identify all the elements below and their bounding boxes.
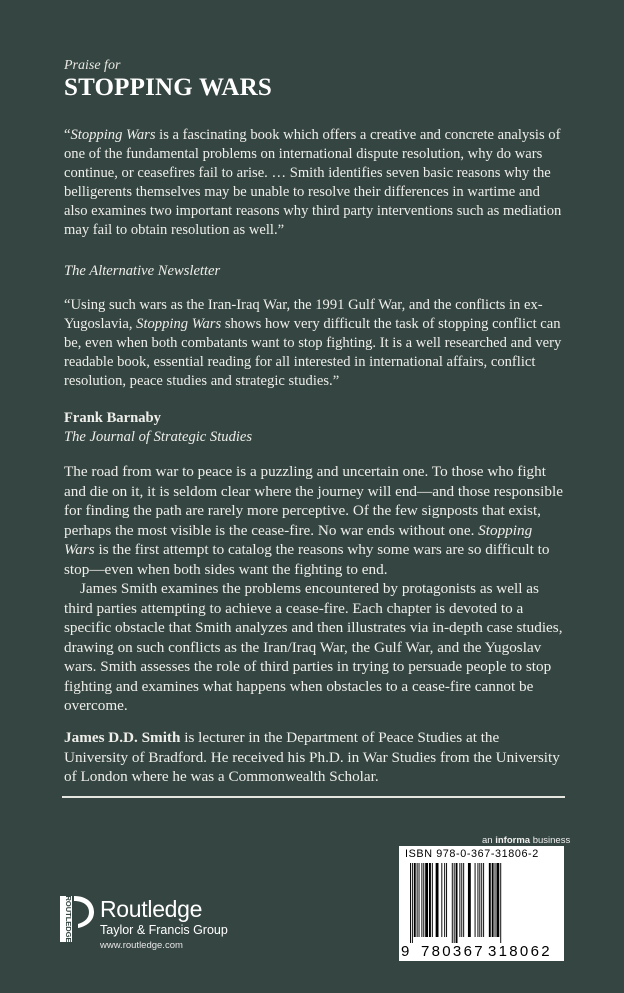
reviewer-journal: The Journal of Strategic Studies <box>64 429 253 445</box>
informa-business-label <box>482 835 570 846</box>
barcode-bar <box>456 863 458 943</box>
quote-text: shows how very difficult the task of stopping conflict can be, even when both combatants want to stop fighting. It is a well researched and very readable book, essential reading for all interested in international affairs, conflict resolution, peace studies and strategic studies.” <box>64 316 562 389</box>
barcode-bar <box>495 863 496 937</box>
quote-text: is a fascinating book which offers a creative and concrete analysis of one of the fundamental problems on international dispute resolution, why do wars continue, or ceasefires fail to arise. … Smith identifies seven basic reasons why the belligerents themselves may be unable to resolve their differences in wartime and also examines two important reasons why third party interventions such as mediation may fail to obtain resolution as well.” <box>64 127 562 238</box>
author-name: James D.D. Smith <box>64 729 181 746</box>
barcode-bar <box>500 863 501 943</box>
review-quote-2 <box>64 296 564 391</box>
description-paragraph-2: James Smith examines the problems encountered by protagonists as well as third parties attempting to achieve a cease-fire. Each chapter is devoted to a specific obstacle that Smith analyzes and then illustrates via in-depth case studies, drawing on such conflicts as the Iran/Iraq War, the Gulf War, and the Yugoslav wars. Smith assesses the role of third parties in trying to persuade people to stop fighting and examines what happens when obstacles to a cease-fire cannot be overcome. <box>64 580 563 714</box>
barcode-bar <box>425 863 428 937</box>
barcode-bar <box>454 863 455 943</box>
barcode-digits-left: 780367 <box>421 943 485 960</box>
barcode-bars <box>410 863 553 943</box>
informa-brand: informa <box>495 835 531 846</box>
isbn-label: ISBN 978-0-367-31806-2 <box>405 848 539 860</box>
barcode-digits-right: 318062 <box>488 943 552 960</box>
informa-suffix: business <box>530 835 571 846</box>
publisher-url: www.routledge.com <box>100 940 183 951</box>
praise-for-label: Praise for <box>64 58 121 73</box>
book-title: STOPPING WARS <box>64 74 272 101</box>
publisher-group: Taylor & Francis Group <box>100 923 228 937</box>
barcode-bar <box>496 863 499 937</box>
author-bio-text: is lecturer in the Department of Peace Studies at the University of Bradford. He received his Ph.D. in War Studies from the University of London where he was a Commonwealth Scholar. <box>64 729 560 785</box>
barcode-bar <box>459 863 460 937</box>
barcode-bar <box>419 863 420 937</box>
barcode-bar <box>475 863 476 937</box>
barcode-bar <box>412 863 413 943</box>
barcode-bar <box>423 863 424 937</box>
barcode-bar <box>414 863 416 937</box>
logo-text: ROUTLEDGE <box>64 895 73 943</box>
quote-book-title: Stopping Wars <box>70 127 156 143</box>
review-source-2 <box>64 409 564 447</box>
barcode-bar <box>444 863 445 937</box>
quote-book-title: Stopping Wars <box>136 316 222 332</box>
quote-text: “Using such wars as the Iran-Iraq War, the 1991 Gulf War, and the conflicts in ex-Yugoslavia, <box>64 297 543 332</box>
publisher-block <box>100 896 228 953</box>
barcode-bar <box>436 863 439 937</box>
divider <box>62 796 565 798</box>
quote-text: “ <box>64 127 71 143</box>
barcode-bar <box>421 863 422 937</box>
barcode-bar <box>481 863 482 937</box>
barcode-bar <box>489 863 491 937</box>
barcode-bar <box>417 863 418 937</box>
barcode-bar <box>432 863 433 937</box>
description-text: is the first attempt to catalog the reasons why some wars are so difficult to stop—even when both sides want the fighting to end. <box>64 541 550 578</box>
review-quote-1 <box>64 126 564 240</box>
book-description <box>64 462 564 716</box>
barcode-bar <box>461 863 462 937</box>
barcode-bar <box>410 863 411 943</box>
barcode-bar <box>446 863 447 937</box>
description-book-title: Stopping Wars <box>64 521 533 558</box>
routledge-logo-icon <box>58 894 96 944</box>
barcode-bar <box>463 863 464 937</box>
review-source-1: The Alternative Newsletter <box>64 263 221 279</box>
author-bio <box>64 728 564 787</box>
barcode-bar <box>468 863 471 937</box>
description-text: The road from war to peace is a puzzling and uncertain one. To those who fight and die on it, it is seldom clear where the journey will end—and those responsible for finding the path are rarely more perceptive. Of the few signposts that exist, perhaps the most visible is the cease-fire. No war ends without one. <box>64 463 563 539</box>
publisher-name: Routledge <box>100 896 203 922</box>
informa-prefix: an <box>482 835 496 846</box>
barcode-bar <box>483 863 484 937</box>
barcode-bar <box>479 863 480 937</box>
barcode-bar <box>477 863 478 937</box>
reviewer-name: Frank Barnaby <box>64 410 161 426</box>
barcode-digit-first: 9 <box>401 943 410 960</box>
barcode-bar <box>429 863 431 937</box>
barcode-bar <box>441 863 442 937</box>
barcode-bar <box>492 863 494 937</box>
barcode-bar <box>452 863 453 943</box>
isbn-barcode <box>399 846 564 961</box>
